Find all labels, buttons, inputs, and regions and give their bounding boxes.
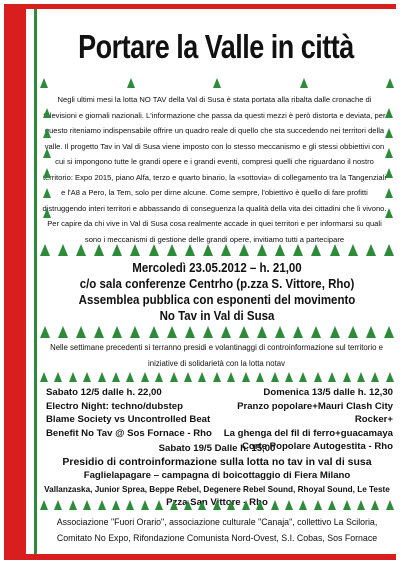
tree-icon — [311, 244, 321, 256]
tree-icon — [285, 372, 293, 382]
tree-icon — [384, 244, 394, 256]
tree-icon — [40, 500, 48, 510]
tree-icon — [112, 244, 122, 256]
event-block — [54, 260, 380, 324]
tree-icon — [328, 372, 336, 382]
tree-icon — [170, 500, 178, 510]
event-sabato-12 — [46, 386, 216, 440]
tree-icon — [357, 372, 365, 382]
tree-icon — [221, 244, 231, 256]
tree-icon — [58, 326, 68, 338]
event-date: Mercoledì 23.05.2012 – h. 21,00 — [132, 261, 302, 275]
tree-icon — [257, 326, 267, 338]
event-sabato-19-line: Vallanzaska, Junior Sprea, Beppe Rebel, Degenere Rebel Sound, Rhoyal Sound, Le Teste — [44, 484, 390, 494]
event-domenica-13-line: La ghenga del fil di ferro+guacamaya — [223, 427, 393, 439]
event-title: Assemblea pubblica con esponenti del movimento — [78, 293, 356, 307]
tree-icon — [40, 326, 50, 338]
tree-icon — [112, 500, 120, 510]
tree-icon — [386, 500, 394, 510]
tree-icon — [385, 148, 393, 158]
tree-row-1 — [40, 244, 394, 258]
tree-icon — [257, 244, 267, 256]
tree-icon — [76, 326, 86, 338]
tree-icon — [275, 244, 285, 256]
tree-icon — [43, 208, 51, 218]
tree-icon — [213, 78, 221, 88]
tree-icon — [293, 326, 303, 338]
tree-icon — [141, 372, 149, 382]
tree-icon — [130, 326, 140, 338]
tree-icon — [43, 108, 51, 118]
tree-icon — [299, 372, 307, 382]
tree-icon — [371, 372, 379, 382]
tree-icon — [43, 148, 51, 158]
tree-icon — [242, 500, 250, 510]
tree-icon — [256, 372, 264, 382]
organizers-line: Comitato No Expo, Rifondazione Comunista Nord-Ovest, S.I. Cobas, Sos Fornace — [56, 533, 378, 543]
tree-icon — [213, 500, 221, 510]
event-domenica-13-line: Corte Popolare Autogestita - Rho — [241, 441, 393, 452]
tree-icon — [98, 500, 106, 510]
tree-icon — [130, 244, 140, 256]
tree-icon — [343, 500, 351, 510]
tree-row-3 — [40, 372, 394, 386]
event-sabato-12-line: Blame Society vs Uncontrolled Beat — [46, 414, 211, 425]
tree-icon — [213, 372, 221, 382]
tree-icon — [184, 500, 192, 510]
event-venue: c/o sala conferenze Centrho (p.zza S. Vittore, Rho) — [79, 277, 355, 291]
tree-icon — [40, 372, 48, 382]
tree-icon — [126, 500, 134, 510]
tree-icon — [385, 168, 393, 178]
tree-row-top — [40, 78, 394, 92]
intro-text: Negli ultimi mesi la lotta NO TAV della Val di Susa è stata portata alla ribalta dalle cronache di televisioni e giornali nazionali. L'informazione che passa da questi mezzi è però distorta e deviata, per questo riteniamo indispensabile offrire un quadro reale di quello che sta succedendo nei territori della valle. Il progetto Tav in Val di Susa viene imposto con lo stesso meccanismo e gli stessi obbiettivi con cui si impongono tutte le grandi opere e i grandi eventi, compresi quelli che riguardano il nostro territorio: Expo 2015, piano Alfa, terzo e quarto binario, la «sottovia» di collegamento tra la Tangenziali e l'A8 a Pero, la Tem, solo per dirne alcune. Come sempre, l'obiettivo è quello di fare profitti distruggendo interi territori e abbassando di conseguenza la qualità della vita dei cittadini che li vivono. Per capire da chi vive in Val di Susa cosa realmente accade in quei territori e per informarsi su quali sono i meccanismi di gestione delle grandi opere, invitiamo tutti a partecipare — [42, 95, 387, 244]
tree-icon — [239, 326, 249, 338]
tree-icon — [271, 372, 279, 382]
tree-icon — [328, 500, 336, 510]
tree-icon — [43, 168, 51, 178]
tree-icon — [330, 326, 340, 338]
red-border-bottom — [4, 554, 396, 560]
event-sabato-19-line: Faglielapagare – campagna di boicottaggio di Fiera Milano — [83, 470, 351, 481]
tree-icon — [330, 244, 340, 256]
event-sabato-19-date: Sabato 19/5 Dalle h. 15,00 — [158, 443, 276, 454]
tree-icon — [185, 326, 195, 338]
tree-icon — [94, 326, 104, 338]
tree-icon — [285, 500, 293, 510]
tree-icon — [170, 372, 178, 382]
red-border-top — [4, 4, 396, 9]
tree-icon — [256, 500, 264, 510]
tree-icon — [83, 372, 91, 382]
tree-icon — [43, 188, 51, 198]
event-sabato-19-line: Pzza San Vittore - Rho — [166, 497, 268, 508]
event-domenica-13-line: Pranzo popolare+Mauri Clash City Rocker+ — [237, 400, 393, 425]
tree-icon — [239, 244, 249, 256]
tree-icon — [69, 372, 77, 382]
tree-icon — [386, 372, 394, 382]
tree-icon — [385, 128, 393, 138]
tree-icon — [167, 326, 177, 338]
tree-icon — [149, 244, 159, 256]
note-text: Nelle settimane precedenti si terranno presidi e volantinaggi di controinformazione sul territorio e iniziative di solidarietà con la lotta notav — [50, 343, 383, 368]
tree-icon — [386, 78, 394, 88]
tree-icon — [242, 372, 250, 382]
tree-icon — [366, 244, 376, 256]
tree-icon — [271, 500, 279, 510]
tree-icon — [76, 244, 86, 256]
tree-icon — [149, 326, 159, 338]
tree-icon — [311, 326, 321, 338]
tree-icon — [69, 500, 77, 510]
tree-icon — [357, 500, 365, 510]
tree-icon — [314, 372, 322, 382]
event-sabato-19-line: Presidio di controinformazione sulla lotta no tav in val di susa — [62, 455, 372, 468]
tree-icon — [221, 326, 231, 338]
event-sabato-12-line: Electro Night: techno/dubstep — [46, 400, 183, 412]
tree-icon — [348, 326, 358, 338]
tree-icon — [348, 244, 358, 256]
tree-icon — [198, 372, 206, 382]
organizers-line: Associazione "Fuori Orario", associazione culturale "Canaja", collettivo La Sciloria, — [56, 517, 378, 527]
tree-icon — [112, 326, 122, 338]
tree-icon — [384, 326, 394, 338]
tree-icon — [58, 244, 68, 256]
tree-icon — [343, 372, 351, 382]
tree-icon — [227, 500, 235, 510]
tree-icon — [155, 372, 163, 382]
tree-column-right — [382, 108, 396, 218]
tree-icon — [94, 244, 104, 256]
tree-icon — [126, 372, 134, 382]
event-sabato-12-line: Benefit No Tav @ Sos Fornace - Rho — [46, 427, 212, 439]
page-title: Portare la Valle in città — [78, 28, 354, 66]
tree-icon — [167, 244, 177, 256]
tree-icon — [385, 108, 393, 118]
tree-icon — [293, 244, 303, 256]
tree-icon — [385, 208, 393, 218]
tree-icon — [275, 326, 285, 338]
tree-icon — [203, 326, 213, 338]
tree-row-4 — [40, 500, 394, 514]
tree-icon — [198, 500, 206, 510]
tree-icon — [314, 500, 322, 510]
tree-icon — [300, 78, 308, 88]
tree-icon — [98, 372, 106, 382]
tree-row-2 — [40, 326, 394, 340]
tree-icon — [227, 372, 235, 382]
tree-icon — [184, 372, 192, 382]
green-border-left — [34, 4, 37, 560]
red-border-left — [4, 4, 26, 560]
event-domenica-13-date: Domenica 13/5 dalle h. 12,30 — [263, 387, 393, 398]
tree-icon — [299, 500, 307, 510]
tree-icon — [54, 500, 62, 510]
event-subtitle: No Tav in Val di Susa — [159, 309, 275, 323]
tree-column-left — [40, 108, 54, 218]
tree-icon — [155, 500, 163, 510]
tree-icon — [112, 372, 120, 382]
tree-icon — [203, 244, 213, 256]
tree-icon — [366, 326, 376, 338]
event-sabato-12-date: Sabato 12/5 dalle h. 22,00 — [46, 387, 162, 398]
tree-icon — [371, 500, 379, 510]
tree-icon — [83, 500, 91, 510]
organizers — [40, 514, 394, 546]
tree-icon — [54, 372, 62, 382]
tree-icon — [40, 244, 50, 256]
tree-icon — [185, 244, 195, 256]
tree-icon — [40, 78, 48, 88]
tree-icon — [43, 128, 51, 138]
tree-icon — [385, 188, 393, 198]
tree-icon — [141, 500, 149, 510]
tree-icon — [127, 78, 135, 88]
